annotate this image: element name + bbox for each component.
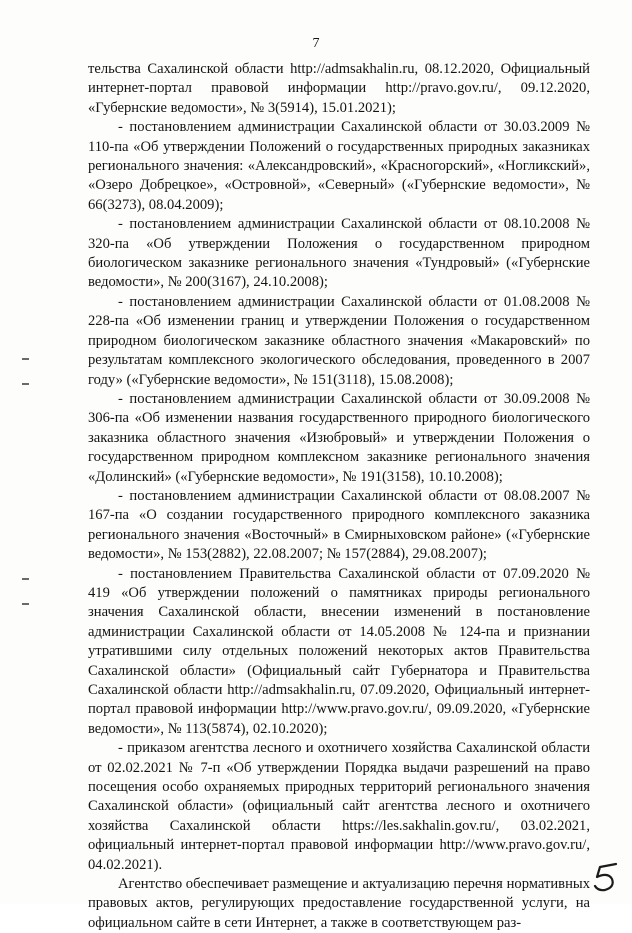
handwritten-signature [588,854,628,894]
margin-hole-mark [22,383,29,385]
closing-paragraph: Агентство обеспечивает размещение и актуализацию перечня нормативных правовых актов, регулирующих предоставление государственной услуги, на официальном сайте в сети Интернет, а также в соответствующем раз- [88,876,590,931]
list-item-decree-110: - постановлением администрации Сахалинской области от 30.03.2009 № 110-па «Об утверждении Положений о государственных природных заказниках регионального значения: «Александровский», «Красногорский», «Ногликский», «Озеро Добрецкое», «Островной», «Северный» («Губернские ведомости», № 66(3273), 08.04.2009); [88,119,590,213]
margin-hole-mark [22,578,29,580]
page-number: 7 [312,36,320,51]
list-item-order-7: - приказом агентства лесного и охотничего хозяйства Сахалинской области от 02.02.2021 № 7-п «Об утверждении Порядка выдачи разрешений на право посещения особо охраняемых природных территорий регионального значения Сахалинской области» (официальный сайт агентства лесного и охотничего хозяйства Сахалинской области https://les.sakhalin.gov.ru/, 03.02.2021, официальный интернет-портал правовой информации http://www.pravo.gov.ru/, 04.02.2021). [88,740,590,873]
list-item-decree-306: - постановлением администрации Сахалинской области от 30.09.2008 № 306-па «Об изменении названия государственного природного биологического заказника областного значения «Изюбровый» и утверждении Положения о государственном природном комплексном заказнике регионального значения «Долинский» («Губернские ведомости», № 191(3158), 10.10.2008); [88,390,590,485]
margin-hole-mark [22,358,29,360]
margin-hole-mark [22,603,29,605]
list-item-decree-320: - постановлением администрации Сахалинской области от 08.10.2008 № 320-па «Об утверждении Положения о государственном природном биологическом заказнике регионального значения «Тундровый» («Губернские ведомости», № 200(3167), 24.10.2008); [88,216,590,291]
list-item-decree-167: - постановлением администрации Сахалинской области от 08.08.2007 № 167-па «О создании государственного природного комплексного заказника регионального значения «Восточный» в Смирныховском районе» («Губернские ведомости», № 153(2882), 22.08.2007; № 157(2884), 29.08.2007); [88,487,590,563]
list-item-decree-419: - постановлением Правительства Сахалинской области от 07.09.2020 № 419 «Об утверждении положений о памятниках природы регионального значения Сахалинской области, внесении изменений в постановление администрации Сахалинской области от 14.05.2008 № 124-па и признании утратившими силу отдельных положений некоторых актов Правительства Сахалинской области» (Официальный сайт Губернатора и Правительства Сахалинской области http://admsakhalin.ru, 07.09.2020, Официальный интернет-портал правовой информации http://www.pravo.gov.ru/, 09.09.2020, «Губернские ведомости», № 113(5874), 02.10.2020); [88,565,590,737]
document-body [88,60,590,933]
list-item-decree-228: - постановлением администрации Сахалинской области от 01.08.2008 № 228-па «Об изменении границ и утверждении Положения о государственном природном биологическом заказнике областного значения «Макаровский» по результатам комплексного экологического обследования, проведенного в 2007 году» («Губернские ведомости», № 151(3118), 15.08.2008); [88,293,590,388]
paragraph-continuation: тельства Сахалинской области http://admsakhalin.ru, 08.12.2020, Официальный интернет-портал правовой информации http://pravo.gov.ru/, 09.12.2020, «Губернские ведомости», № 3(5914), 15.01.2021); [88,61,590,116]
